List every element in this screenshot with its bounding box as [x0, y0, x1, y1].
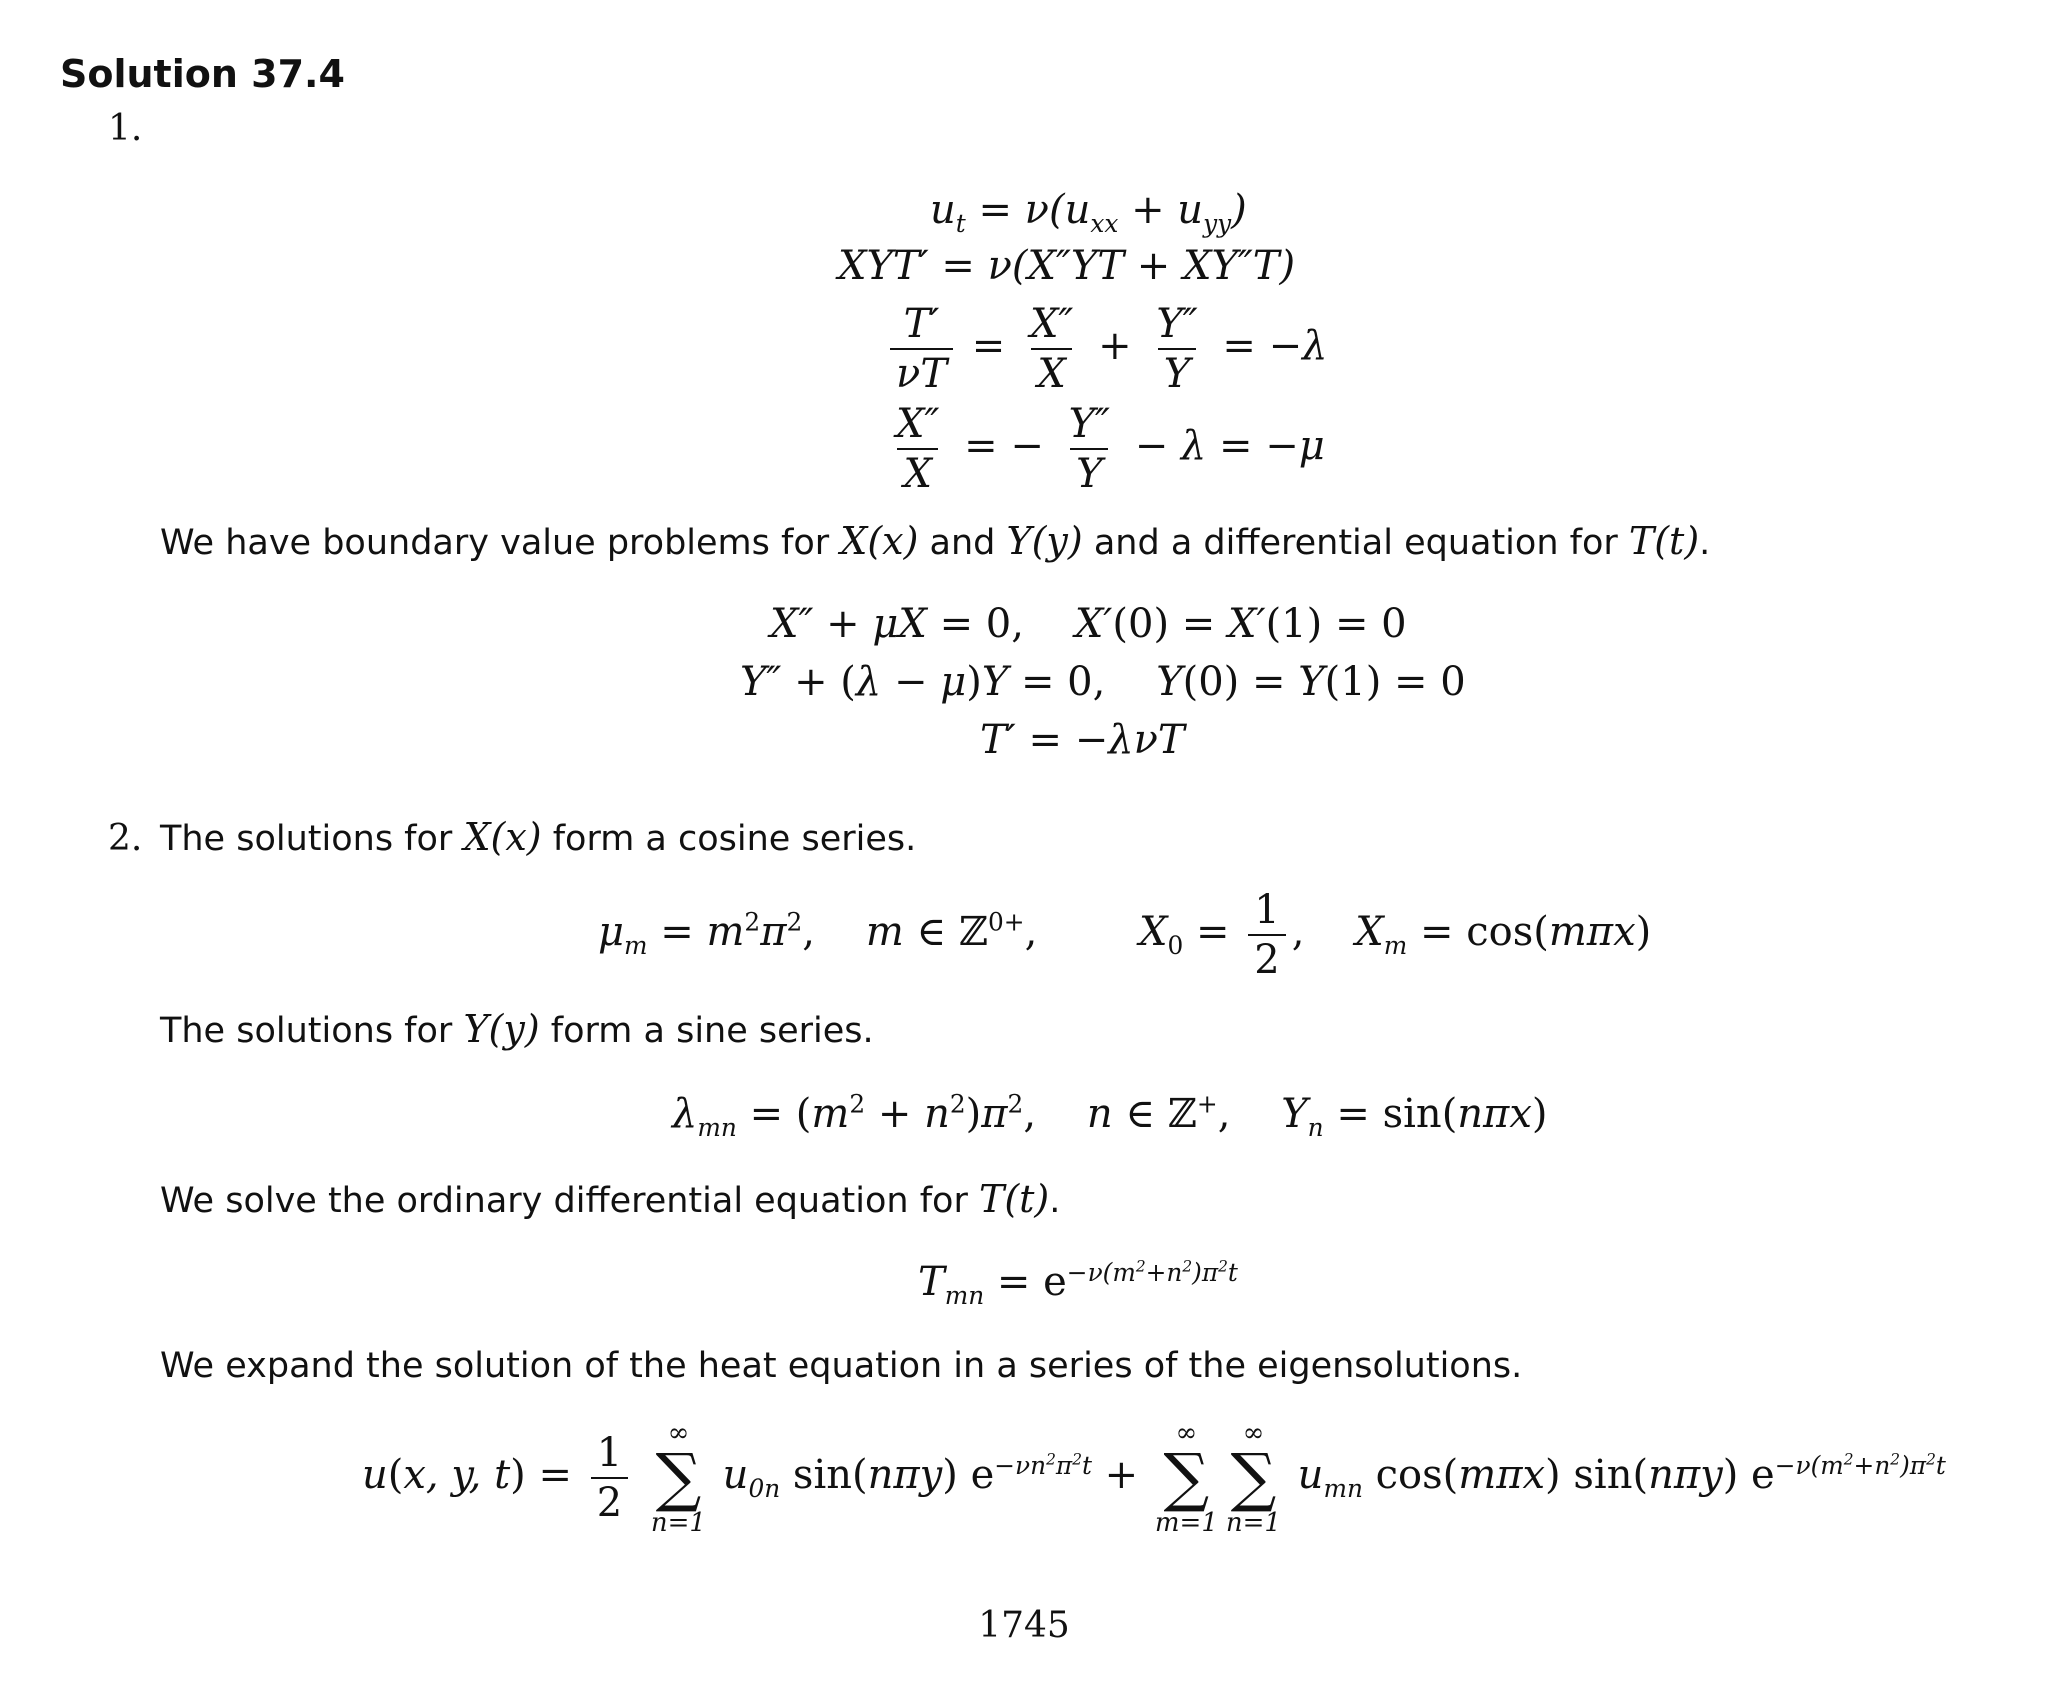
bvp-t: T′ = −λνT	[980, 717, 1185, 763]
text-sine: The solutions for Y(y) form a sine series.	[160, 1007, 874, 1051]
eq-mu: $\frac{X''}{X}$ = − $\frac{Y''}{Y}$ − λ = −μ	[896, 401, 1325, 497]
text-expand: We expand the solution of the heat equation in a series of the eigensolutions.	[160, 1346, 1523, 1386]
eq-mu-m: $\mu_m = m^2\pi^2$, m ∈ ℤ$^{0+}$, $X_0$ = $\frac{1}{2}$ , $X_m = \cos(m\pi x)$	[598, 887, 1652, 983]
bvp-y: Y″ + (λ − μ)Y = 0, Y(0) = Y(1) = 0	[740, 659, 1466, 705]
text-cosine: The solutions for X(x) form a cosine series.	[160, 815, 917, 859]
eq-heat: $u_t = \nu(u_{xx} + u_{yy})$	[930, 187, 1247, 238]
text-ode: We solve the ordinary differential equation for T(t).	[160, 1177, 1061, 1221]
eq-ratio: $\frac{T'}{\nu T}$ = $\frac{X''}{X}$ + $\frac{Y''}{Y}$ = −λ	[884, 304, 1328, 394]
item-2-label: 2.	[108, 818, 143, 859]
item-1-label: 1.	[108, 108, 143, 149]
solution-heading: Solution 37.4	[60, 52, 345, 96]
bvp-x: X″ + μX = 0, X′(0) = X′(1) = 0	[770, 601, 1407, 647]
eq-lambda: $\lambda_{mn} = (m^2 + n^2)\pi^2$, n ∈ ℤ+, $Y_n = \sin(n\pi x)$	[672, 1089, 1548, 1142]
eq-series: u(x, y, t) = $\frac{1}{2}$ ∞ ∑ n=1 $u_{0n}$ sin(nπy) $e^{-\nu n^2\pi^2t}$ + ∞ ∑ m=1 ∞ ∑ n=1 $u_{mn}$ cos(mπx) sin(nπy) $e^{-\nu(m^2+n^2)\pi^2t}$	[362, 1418, 1946, 1538]
page-number: 1745	[978, 1605, 1070, 1646]
eq-separation: XYT′ = ν(X″YT + XY″T)	[838, 243, 1296, 289]
eq-T: $T_{mn} = e^{-\nu(m^2+n^2)\pi^2t}$	[918, 1257, 1238, 1310]
text-bvp: We have boundary value problems for X(x) and Y(y) and a differential equation for T(t).	[160, 519, 1711, 563]
